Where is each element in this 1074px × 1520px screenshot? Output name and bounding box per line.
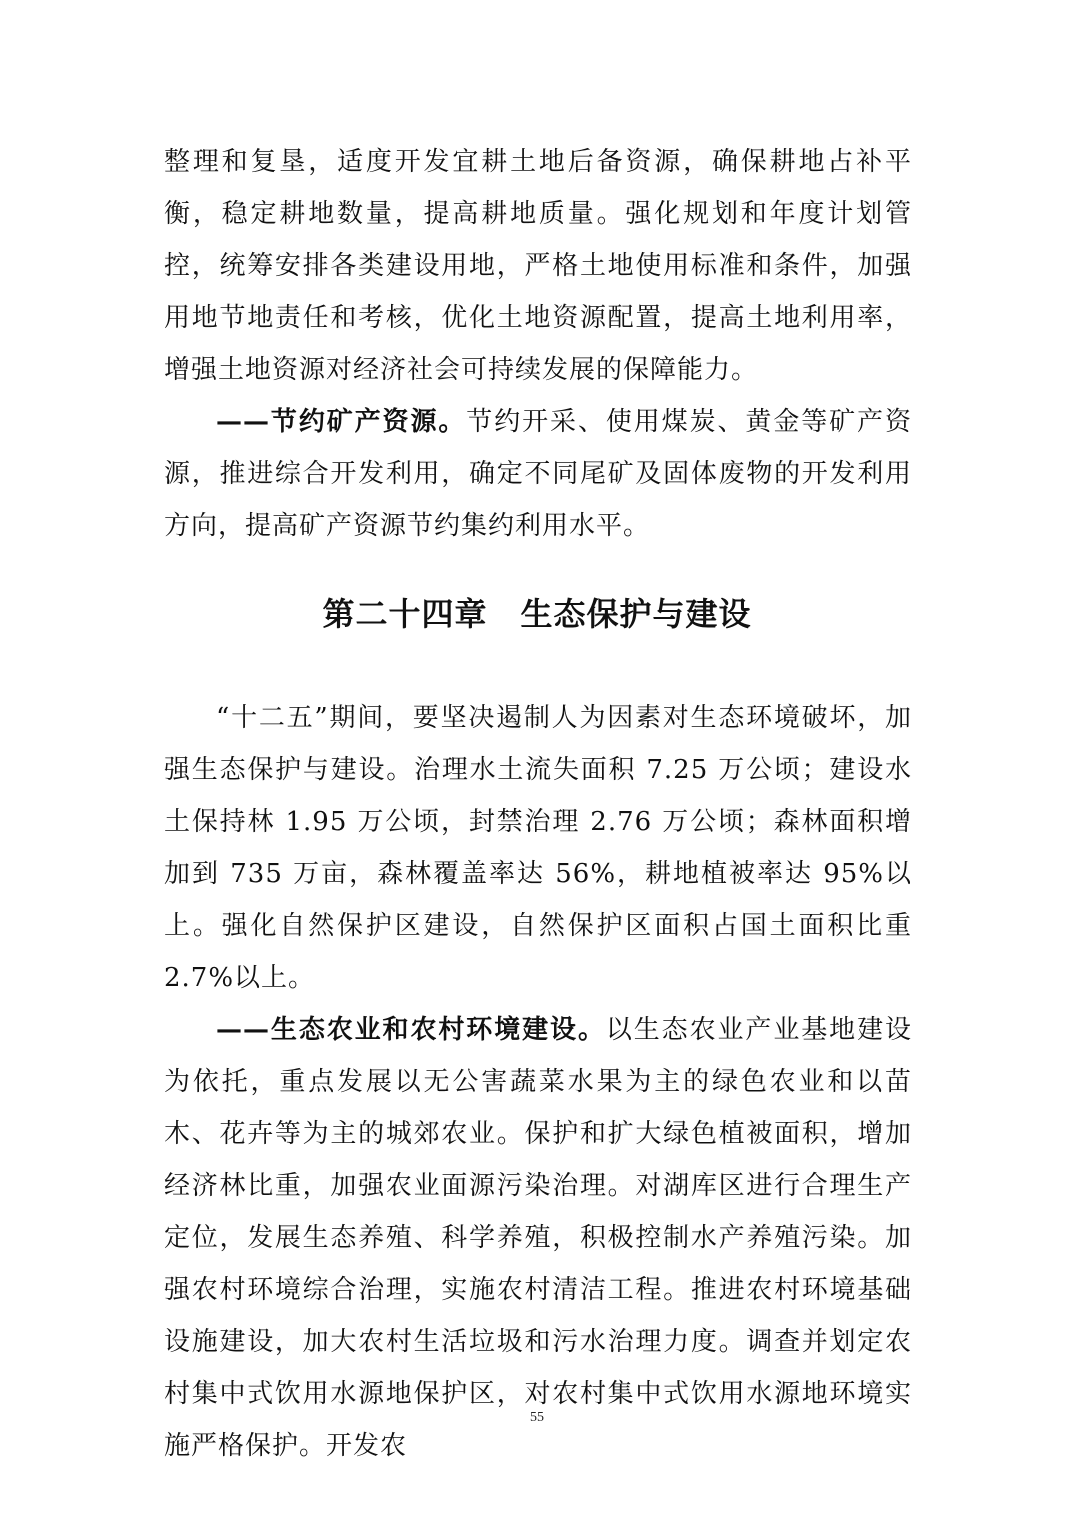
paragraph-eco-agriculture [164,1004,912,1472]
section-top-text [164,136,912,552]
paragraph-text: 整理和复垦，适度开发宜耕土地后备资源，确保耕地占补平衡，稳定耕地数量，提高耕地质量。强化规划和年度计划管控，统筹安排各类建设用地，严格土地使用标准和条件，加强用地节地责任和考核，优化土地资源配置，提高土地利用率，增强土地资源对经济社会可持续发展的保障能力。 [164,147,912,385]
page-number: 55 [530,1410,544,1425]
paragraph-land-resources [164,136,912,396]
paragraph-text: 以生态农业产业基地建设为依托，重点发展以无公害蔬菜水果为主的绿色农业和以苗木、花卉等为主的城郊农业。保护和扩大绿色植被面积，增加经济林比重，加强农业面源污染治理。对湖库区进行合理生产定位，发展生态养殖、科学养殖，积极控制水产养殖污染。加强农村环境综合治理，实施农村清洁工程。推进农村环境基础设施建设，加大农村生活垃圾和污水治理力度。调查并划定农村集中式饮用水源地保护区，对农村集中式饮用水源地环境实施严格保护。开发农 [164,1015,912,1461]
paragraph-mineral-resources [164,396,912,552]
paragraph-lead-heading: ——生态农业和农村环境建设。 [216,1015,606,1045]
paragraph-text: “十二五”期间，要坚决遏制人为因素对生态环境破坏，加强生态保护与建设。治理水土流失面积 7.25 万公顷；建设水土保持林 1.95 万公顷，封禁治理 2.76 万公顷；森林面积增加到 735 万亩，森林覆盖率达 56%，耕地植被率达 95%以上。强化自然保护区建设，自然保护区面积占国土面积比重 2.7%以上。 [164,703,912,993]
paragraph-text: 节约开采、使用煤炭、黄金等矿产资源，推进综合开发利用，确定不同尾矿及固体废物的开发利用方向，提高矿产资源节约集约利用水平。 [164,407,912,541]
chapter-title: 第二十四章 生态保护与建设 [322,595,752,633]
paragraph-lead-heading: ——节约矿产资源。 [216,407,467,437]
paragraph-ecology-overview [164,692,912,1004]
section-bottom-text [164,692,912,1472]
